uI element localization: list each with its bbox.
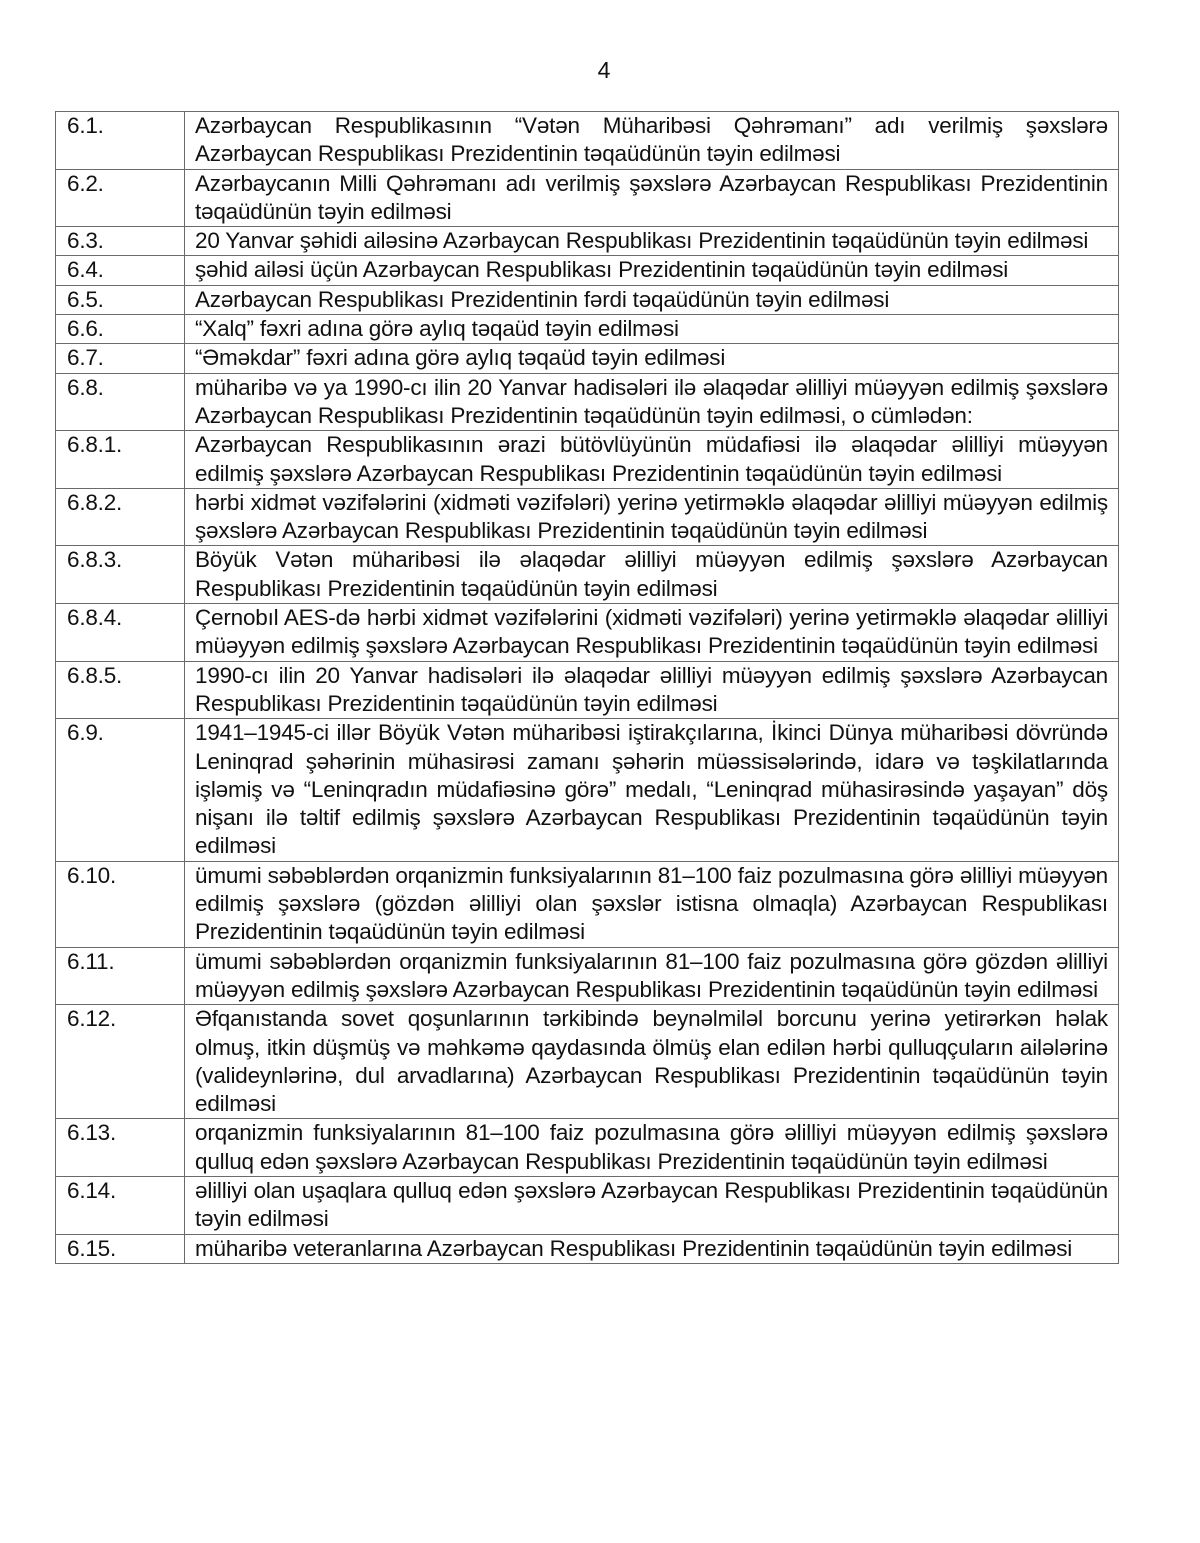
table-row [56,719,1119,861]
item-description: orqanizmin funksiyalarının 81–100 faiz pozulmasına görə əlilliyi müəyyən edilmiş şəxslərə qulluq edən şəxslərə Azərbaycan Respublikası Prezidentinin təqaüdünün təyin edilməsi [185,1119,1119,1177]
item-description: Azərbaycan Respublikasının ərazi bütövlüyünün müdafiəsi ilə əlaqədar əlilliyi müəyyən edilmiş şəxslərə Azərbaycan Respublikası Prezidentinin təqaüdünün təyin edilməsi [185,431,1119,489]
item-number: 6.5. [56,285,185,314]
item-description: 1990-cı ilin 20 Yanvar hadisələri ilə əlaqədar əlilliyi müəyyən edilmiş şəxslərə Azərbaycan Respublikası Prezidentinin təqaüdünün təyin edilməsi [185,661,1119,719]
table-row [56,1234,1119,1263]
table-row [56,604,1119,662]
services-table [55,111,1119,1264]
item-number: 6.9. [56,719,185,861]
table-row [56,431,1119,489]
item-description: Böyük Vətən müharibəsi ilə əlaqədar əlilliyi müəyyən edilmiş şəxslərə Azərbaycan Respublikası Prezidentinin təqaüdünün təyin edilməsi [185,546,1119,604]
item-number: 6.4. [56,256,185,285]
table-row [56,373,1119,431]
item-description: müharibə veteranlarına Azərbaycan Respublikası Prezidentinin təqaüdünün təyin edilməsi [185,1234,1119,1263]
item-description: şəhid ailəsi üçün Azərbaycan Respublikası Prezidentinin təqaüdünün təyin edilməsi [185,256,1119,285]
item-number: 6.8.4. [56,604,185,662]
item-description: 20 Yanvar şəhidi ailəsinə Azərbaycan Respublikası Prezidentinin təqaüdünün təyin edilməsi [185,227,1119,256]
item-description: Azərbaycanın Milli Qəhrəmanı adı verilmiş şəxslərə Azərbaycan Respublikası Prezidentinin təqaüdünün təyin edilməsi [185,169,1119,227]
table-row [56,488,1119,546]
table-row [56,861,1119,947]
item-number: 6.15. [56,1234,185,1263]
item-number: 6.11. [56,947,185,1005]
services-table-body [56,112,1119,1264]
item-number: 6.8.1. [56,431,185,489]
item-number: 6.6. [56,315,185,344]
item-description: Azərbaycan Respublikası Prezidentinin fərdi təqaüdünün təyin edilməsi [185,285,1119,314]
item-number: 6.12. [56,1005,185,1119]
item-description: hərbi xidmət vəzifələrini (xidməti vəzifələri) yerinə yetirməklə əlaqədar əlilliyi müəyyən edilmiş şəxslərə Azərbaycan Respublikası Prezidentinin təqaüdünün təyin edilməsi [185,488,1119,546]
table-row [56,947,1119,1005]
item-number: 6.8.3. [56,546,185,604]
item-number: 6.13. [56,1119,185,1177]
item-description: 1941–1945-ci illər Böyük Vətən müharibəsi iştirakçılarına, İkinci Dünya müharibəsi dövründə Leninqrad şəhərinin mühasirəsi zamanı şəhərin müəssisələrində, idarə və təşkilatlarında işləmiş və “Leninqradın müdafiəsinə görə” medalı, “Leninqrad mühasirəsində yaşayan” döş nişanı ilə təltif edilmiş şəxslərə Azərbaycan Respublikası Prezidentinin təqaüdünün təyin edilməsi [185,719,1119,861]
item-number: 6.3. [56,227,185,256]
table-row [56,315,1119,344]
item-description: “Əməkdar” fəxri adına görə aylıq təqaüd təyin edilməsi [185,344,1119,373]
item-description: “Xalq” fəxri adına görə aylıq təqaüd təyin edilməsi [185,315,1119,344]
item-number: 6.2. [56,169,185,227]
table-row [56,1176,1119,1234]
table-row [56,546,1119,604]
table-row [56,169,1119,227]
item-description: ümumi səbəblərdən orqanizmin funksiyalarının 81–100 faiz pozulmasına görə gözdən əlilliyi müəyyən edilmiş şəxslərə Azərbaycan Respublikası Prezidentinin təqaüdünün təyin edilməsi [185,947,1119,1005]
item-description: müharibə və ya 1990-cı ilin 20 Yanvar hadisələri ilə əlaqədar əlilliyi müəyyən edilmiş şəxslərə Azərbaycan Respublikası Prezidentinin təqaüdünün təyin edilməsi, o cümlədən: [185,373,1119,431]
table-row [56,112,1119,170]
page-number: 4 [597,57,611,83]
item-number: 6.8. [56,373,185,431]
item-description: Çernobıl AES-də hərbi xidmət vəzifələrini (xidməti vəzifələri) yerinə yetirməklə əlaqədar əlilliyi müəyyən edilmiş şəxslərə Azərbaycan Respublikası Prezidentinin təqaüdünün təyin edilməsi [185,604,1119,662]
item-number: 6.14. [56,1176,185,1234]
item-description: Azərbaycan Respublikasının “Vətən Müharibəsi Qəhrəmanı” adı verilmiş şəxslərə Azərbaycan Respublikası Prezidentinin təqaüdünün təyin edilməsi [185,112,1119,170]
item-number: 6.7. [56,344,185,373]
table-row [56,285,1119,314]
table-row [56,1119,1119,1177]
item-number: 6.8.5. [56,661,185,719]
item-description: əlilliyi olan uşaqlara qulluq edən şəxslərə Azərbaycan Respublikası Prezidentinin təqaüdünün təyin edilməsi [185,1176,1119,1234]
table-row [56,344,1119,373]
item-description: Əfqanıstanda sovet qoşunlarının tərkibində beynəlmiləl borcunu yerinə yetirərkən həlak olmuş, itkin düşmüş və məhkəmə qaydasında ölmüş elan edilən hərbi qulluqçuların ailələrinə (valideynlərinə, dul arvadlarına) Azərbaycan Respublikası Prezidentinin təqaüdünün təyin edilməsi [185,1005,1119,1119]
table-row [56,661,1119,719]
table-row [56,256,1119,285]
item-number: 6.8.2. [56,488,185,546]
item-number: 6.1. [56,112,185,170]
table-row [56,1005,1119,1119]
item-description: ümumi səbəblərdən orqanizmin funksiyalarının 81–100 faiz pozulmasına görə əlilliyi müəyyən edilmiş şəxslərə (gözdən əlilliyi olan şəxslər istisna olmaqla) Azərbaycan Respublikası Prezidentinin təqaüdünün təyin edilməsi [185,861,1119,947]
table-row [56,227,1119,256]
item-number: 6.10. [56,861,185,947]
